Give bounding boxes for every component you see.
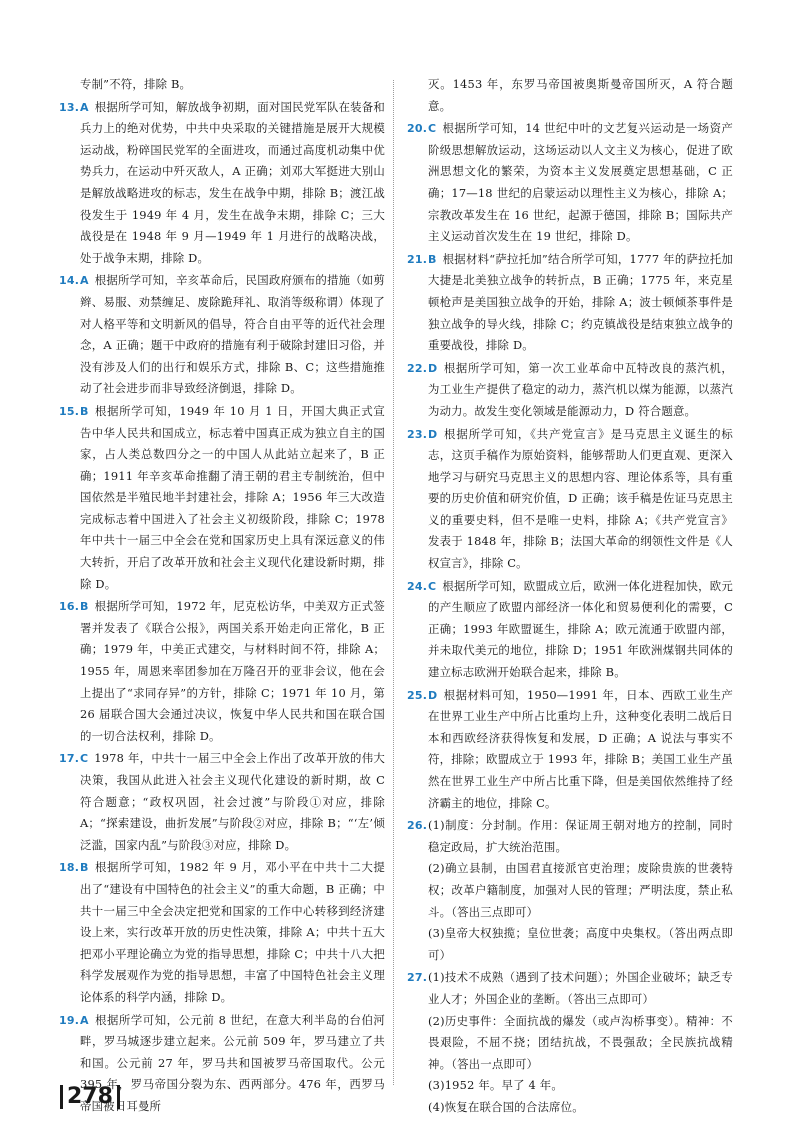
explanation: 根据所学可知，辛亥革命后，民国政府颁布的措施（如剪辫、易服、劝禁缠足、废除跪拜礼、取消等级称谓）体现了对人格平等和文明新风的倡导，符合自由平等的近代社会理念，A 正确；题干中政府的措施有利于破除封建旧习俗，并没有涉及人们的出行和娱乐方式，排除 B、C；这些措施推动了社会进步而非导致经济倒退，排除 D。 [80,273,385,396]
question-number: 15. [59,404,80,418]
answer-15 [59,401,385,595]
answer-26 [407,815,733,966]
explanation: 根据材料可知，1950—1991 年，日本、西欧工业生产在世界工业生产中所占比重均上升，这种变化表明二战后日本和西欧经济获得恢复和发展，D 正确；A 说法与事实不符，排除；欧盟成立于 1993 年，排除 B；美国工业生产虽然在世界工业生产中所占比重下降，但是美国依然维持了经济霸主的地位，排除 C。 [428,687,733,810]
explanation: 根据所学可知，1982 年 9 月，邓小平在中共十二大提出了“建设有中国特色的社会主义”的重大命题，B 正确；中共十一届三中全会决定把党和国家的工作中心转移到经济建设上来，实行改革开放的历史性决策，排除 A；中共十五大把邓小平理论确立为党的指导思想，排除 C；中共十八大把科学发展观作为党的指导思想，丰富了中国特色社会主义理论体系的科学内涵，排除 D。 [80,860,385,1004]
answer-letter: B [80,600,89,614]
answer-letter: D [428,361,438,375]
answer-20 [407,118,733,248]
answer-24 [407,576,733,684]
answer-letter: C [428,579,437,593]
answer-17 [59,748,385,856]
answer-16 [59,596,385,747]
answer-21 [407,249,733,357]
answer-part: (2)确立县制，由国君直接派官吏治理；废除贵族的世袭特权；改革户籍制度，加强对人民的管理；严明法度，禁止私斗。（答出三点即可） [428,861,733,919]
explanation: 根据所学可知，1949 年 10 月 1 日，开国大典正式宣告中华人民共和国成立，标志着中国真正成为独立自主的国家，占人类总数四分之一的中国人从此站立起来了，B 正确；1911 年辛亥革命推翻了清王朝的君主专制统治，但中国依然是半殖民地半封建社会，排除 A；1956 年三大改造完成标志着中国进入了社会主义初级阶段，排除 C；1978 年中共十一届三中全会在党和国家历史上具有深远意义的伟大转折，开启了改革开放和社会主义现代化建设新时期，排除 D。 [80,403,385,591]
answer-27 [407,967,733,1118]
answer-letter: A [80,274,89,288]
question-number: 23. [407,427,428,441]
explanation: 根据所学可知，第一次工业革命中瓦特改良的蒸汽机，为工业生产提供了稳定的动力，蒸汽机以煤为能源，以蒸汽为动力。故发生变化领域是能源动力，D 符合题意。 [428,360,733,418]
left-column [59,74,385,1119]
answer-25 [407,685,733,815]
explanation: 根据所学可知，公元前 8 世纪，在意大利半岛的台伯河畔，罗马城逐步建立起来。公元前 509 年，罗马建立了共和国。公元前 27 年，罗马共和国被罗马帝国取代。公元 395 年，罗马帝国分裂为东、西两部分。476 年，西罗马帝国被日耳曼所 [80,1012,385,1113]
answer-letter: D [428,688,438,702]
answer-letter: B [428,252,437,266]
answer-letter: A [80,100,89,114]
question-number: 27. [407,971,428,985]
answer-letter: C [80,752,89,766]
question-number: 17. [59,752,80,766]
question-number: 20. [407,122,428,136]
answer-23 [407,424,733,575]
question-number: 18. [59,861,80,875]
answer-letter: D [428,427,438,441]
answer-part: (2)历史事件：全面抗战的爆发（或卢沟桥事变）。精神：不畏艰险，不屈不挠；团结抗战，不畏强敌；全民族抗战精神。（答出一点即可） [428,1013,733,1071]
answer-part: (3)皇帝大权独揽；皇位世袭；高度中央集权。（答出两点即可） [428,926,733,962]
explanation: 根据所学可知，1972 年，尼克松访华，中美双方正式签署并发表了《联合公报》，两国关系开始走向正常化，B 正确；1979 年，中美正式建交，与材料时间不符，排除 A；1955 年，周恩来率团参加在万隆召开的亚非会议，他在会上提出了“求同存异”的方针，排除 C；1971 年 10 月，第 26 届联合国大会通过决议，恢复中华人民共和国在联合国的一切合法权利，排除 D。 [80,599,385,743]
answer-13 [59,97,385,270]
question-number: 14. [59,274,80,288]
question-number: 26. [407,819,428,833]
answer-22 [407,358,733,423]
question-number: 13. [59,100,80,114]
explanation: 1978 年，中共十一届三中全会上作出了改革开放的伟大决策，我国从此进入社会主义现代化建设的新时期，故 C 符合题意；“政权巩固，社会过渡”与阶段①对应，排除 A；“探索建设，曲折发展”与阶段②对应，排除 B；“‘左’倾泛滥，国家内乱”与阶段③对应，排除 D。 [80,751,385,852]
explanation: 根据所学可知，14 世纪中叶的文艺复兴运动是一场资产阶级思想解放运动，这场运动以人文主义为核心，促进了欧洲思想文化的繁荣，为资本主义发展奠定思想基础，C 正确；17—18 世纪的启蒙运动以理性主义为核心，排除 A；宗教改革发生在 16 世纪，起源于德国，排除 B；国际共产主义运动首次发生在 19 世纪，排除 D。 [428,121,733,244]
answer-part: (1)制度：分封制。作用：保证周王朝对地方的控制，同时稳定政局，扩大统治范围。 [428,818,733,854]
answer-part: (1)技术不成熟（遇到了技术问题）；外国企业破坏；缺乏专业人才；外国企业的垄断。（答出三点即可） [428,970,733,1006]
question-number: 21. [407,252,428,266]
answer-letter: B [80,861,89,875]
answer-letter: B [80,404,89,418]
q19-continuation: 灭。1453 年，东罗马帝国被奥斯曼帝国所灭，A 符合题意。 [428,77,733,113]
question-number: 25. [407,688,428,702]
right-column [407,74,733,1120]
page-number: 278 [60,1085,120,1109]
q12-continuation: 专制”不符，排除 B。 [80,77,192,91]
column-divider [393,80,394,1085]
answer-part: (4)恢复在联合国的合法席位。 [428,1099,584,1114]
answer-letter: A [80,1013,89,1027]
explanation: 根据所学可知，解放战争初期，面对国民党军队在装备和兵力上的绝对优势，中共中央采取的关键措施是展开大规模运动战，粉碎国民党军的全面进攻，而通过高度机动集中优势兵力，在运动中歼灭敌人，A 正确；刘邓大军挺进大别山是解放战略进攻的标志，发生在战争中期，排除 B；渡江战役发生于 1949 年 4 月，发生在战争末期，排除 C；三大战役是在 1948 年 9 月—1949 年 1 月进行的战略决战，处于战争末期，排除 D。 [80,99,385,265]
question-number: 16. [59,600,80,614]
question-number: 19. [59,1013,80,1027]
answer-18 [59,857,385,1008]
answer-letter: C [428,122,437,136]
explanation: 根据材料“萨拉托加”结合所学可知，1777 年的萨拉托加大捷是北美独立战争的转折点，B 正确；1775 年，来克星顿枪声是美国独立战争的开始，排除 A；波士顿倾茶事件是独立战争的导火线，排除 C；约克镇战役是结束独立战争的重要战役，排除 D。 [428,251,733,353]
explanation: 根据所学可知，《共产党宣言》是马克思主义诞生的标志，这页手稿作为原始资料，能够帮助人们更直观、更深入地学习与研究马克思主义的思想内容、理论体系等，具有重要的历史价值和研究价值，D 正确；该手稿是佐证马克思主义的重要史料，但不是唯一史料，排除 A；《共产党宣言》发表于 1848 年，排除 B；法国大革命的纲领性文件是《人权宣言》，排除 C。 [428,426,733,571]
explanation: 根据所学可知，欧盟成立后，欧洲一体化进程加快，欧元的产生顺应了欧盟内部经济一体化和贸易便利化的需要，C 正确；1993 年欧盟诞生，排除 A；欧元流通于欧盟内部，并未取代美元的地位，排除 D；1951 年欧洲煤钢共同体的建立标志欧洲开始联合起来，排除 B。 [428,578,733,680]
answer-14 [59,270,385,400]
question-number: 24. [407,579,428,593]
question-number: 22. [407,361,428,375]
answer-part: (3)1952 年。早了 4 年。 [428,1078,563,1093]
